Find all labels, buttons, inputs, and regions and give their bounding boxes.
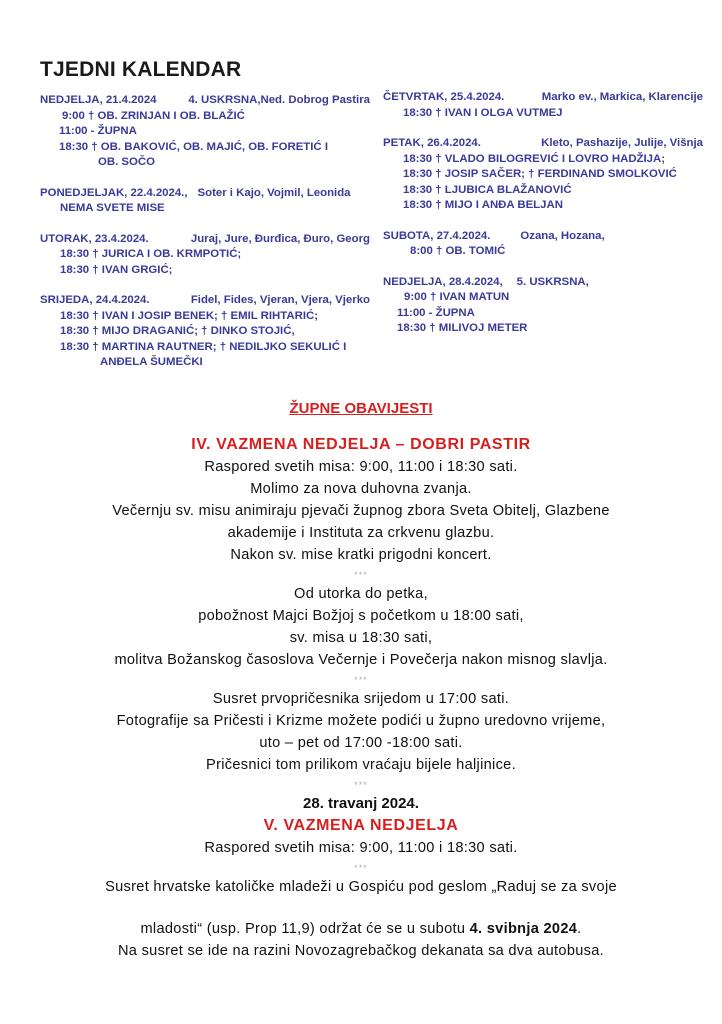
calendar-right-column xyxy=(383,90,703,352)
mass-entry: 18:30 † MARTINA RAUTNER; † NEDILJKO SEKULIĆ I xyxy=(60,340,347,353)
day-header xyxy=(40,293,370,309)
mass-entry: 11:00 - ŽUPNA xyxy=(59,125,137,137)
notice-line: Susret hrvatske katoličke mladeži u Gospiću pod geslom „Raduj se za svoje xyxy=(105,879,617,895)
day-header xyxy=(383,275,703,291)
notice-heading: IV. VAZMENA NEDJELJA – DOBRI PASTIR xyxy=(191,436,531,453)
day-saints: Ozana, Hozana, xyxy=(520,229,605,242)
mass-entry: 8:00 † OB. TOMIĆ xyxy=(410,245,506,257)
separator: *** xyxy=(354,780,368,790)
mass-entry-continuation: OB. SOČO xyxy=(98,156,155,168)
calendar-day xyxy=(383,136,703,214)
day-date: PETAK, 26.4.2024. xyxy=(383,137,481,149)
day-saints: Soter i Kajo, Vojmil, Leonida xyxy=(197,186,351,199)
mass-entry: 18:30 † IVAN I OLGA VUTMEJ xyxy=(403,106,563,119)
day-header xyxy=(40,93,370,109)
calendar-day xyxy=(40,232,370,279)
notice-line: molitva Božanskog časoslova Večernje i Povečerja nakon misnog slavlja. xyxy=(114,652,608,668)
day-saints: Fidel, Fides, Vjeran, Vjera, Vjerko xyxy=(190,294,370,306)
separator: *** xyxy=(354,570,368,580)
day-date: NEDJELJA, 21.4.2024 xyxy=(40,94,157,106)
notice-date-bold: 4. svibnja 2024 xyxy=(469,921,578,937)
day-date: PONEDJELJAK, 22.4.2024., xyxy=(40,186,188,199)
day-date: SRIJEDA, 24.4.2024. xyxy=(40,294,150,306)
day-date: SUBOTA, 27.4.2024. xyxy=(383,229,491,242)
mass-entry: 18:30 † MILIVOJ METER xyxy=(397,322,528,334)
separator: *** xyxy=(354,863,368,873)
calendar-day xyxy=(383,90,703,121)
page-title: TJEDNI KALENDAR xyxy=(40,58,242,81)
day-date: UTORAK, 23.4.2024. xyxy=(40,232,149,245)
notice-line: Molimo za nova duhovna zvanja. xyxy=(250,481,472,497)
notice-line: akademije i Instituta za crkvenu glazbu. xyxy=(227,525,495,541)
mass-entry: 9:00 † IVAN MATUN xyxy=(404,291,510,303)
mass-entry: 9:00 † OB. ZRINJAN I OB. BLAŽIĆ xyxy=(62,109,245,122)
mass-entry: 18:30 † JURICA I OB. KRMPOTIĆ; xyxy=(60,248,242,260)
notices-title: ŽUPNE OBAVIJESTI xyxy=(289,400,433,417)
calendar-day xyxy=(40,293,370,371)
calendar-day xyxy=(383,229,703,260)
notice-line: Raspored svetih misa: 9:00, 11:00 i 18:30 sati. xyxy=(204,459,518,475)
day-header xyxy=(40,232,370,248)
notice-line: Na susret se ide na razini Novozagrebačkog dekanata sa dva autobusa. xyxy=(117,943,605,959)
calendar-left-column xyxy=(40,93,370,386)
notice-line: Susret prvopričesnika srijedom u 17:00 sati. xyxy=(212,691,510,707)
calendar-day xyxy=(40,93,370,171)
notice-line: Od utorka do petka, xyxy=(294,586,428,602)
day-saints: 4. USKRSNA,Ned. Dobrog Pastira xyxy=(188,94,370,106)
day-saints: Juraj, Jure, Đurđica, Đuro, Georg xyxy=(190,232,370,245)
notice-line: Pričesnici tom prilikom vraćaju bijele haljinice. xyxy=(206,757,516,773)
notice-date: 28. travanj 2024. xyxy=(303,795,419,812)
notice-line: Raspored svetih misa: 9:00, 11:00 i 18:30 sati. xyxy=(204,840,518,856)
day-saints: Kleto, Pashazije, Julije, Višnja xyxy=(541,137,703,149)
mass-entry: 18:30 † JOSIP SAČER; † FERDINAND SMOLKOVIĆ xyxy=(403,168,677,180)
notice-line: Nakon sv. mise kratki prigodni koncert. xyxy=(230,547,492,563)
mass-entry: 11:00 - ŽUPNA xyxy=(397,306,475,319)
calendar-day xyxy=(40,186,370,217)
mass-entry: 18:30 † LJUBICA BLAŽANOVIĆ xyxy=(403,183,572,196)
notice-line: uto – pet od 17:00 -18:00 sati. xyxy=(259,735,463,751)
notice-line: pobožnost Majci Božjoj s početkom u 18:00 sati, xyxy=(198,608,524,624)
mass-entry: 18:30 † IVAN GRGIĆ; xyxy=(60,263,173,276)
notice-text: . xyxy=(577,921,582,937)
day-header xyxy=(383,229,703,245)
no-mass-notice: NEMA SVETE MISE xyxy=(60,202,165,214)
mass-entry: 18:30 † MIJO I ANĐA BELJAN xyxy=(403,199,563,211)
mass-entry-continuation: ANĐELA ŠUMEČKI xyxy=(100,356,203,368)
day-header xyxy=(383,90,703,106)
mass-entry: 18:30 † MIJO DRAGANIĆ; † DINKO STOJIĆ, xyxy=(60,325,295,337)
notice-heading: V. VAZMENA NEDJELJA xyxy=(263,817,459,834)
day-saints: Marko ev., Markica, Klarencije xyxy=(541,91,703,103)
notice-line: sv. misa u 18:30 sati, xyxy=(289,630,433,646)
day-header xyxy=(40,186,370,202)
mass-entry: 18:30 † IVAN I JOSIP BENEK; † EMIL RIHTARIĆ; xyxy=(60,309,319,322)
calendar-day xyxy=(383,275,703,337)
day-saints: 5. USKRSNA, xyxy=(516,275,589,288)
notice-line xyxy=(0,918,722,940)
day-date: ČETVRTAK, 25.4.2024. xyxy=(383,91,505,103)
separator: *** xyxy=(354,675,368,685)
day-date: NEDJELJA, 28.4.2024, xyxy=(383,275,503,288)
day-header xyxy=(383,136,703,152)
notice-line: Večernju sv. misu animiraju pjevači župnog zbora Sveta Obitelj, Glazbene xyxy=(112,503,610,519)
notice-line: Fotografije sa Pričesti i Krizme možete podići u župno uredovno vrijeme, xyxy=(116,713,606,729)
mass-entry: 18:30 † VLADO BILOGREVIĆ I LOVRO HADŽIJA; xyxy=(403,152,666,165)
notice-text: mladosti“ (usp. Prop 11,9) održat će se u subotu xyxy=(140,921,470,937)
mass-entry: 18:30 † OB. BAKOVIĆ, OB. MAJIĆ, OB. FORETIĆ I xyxy=(59,140,328,153)
parish-notices xyxy=(0,396,722,962)
